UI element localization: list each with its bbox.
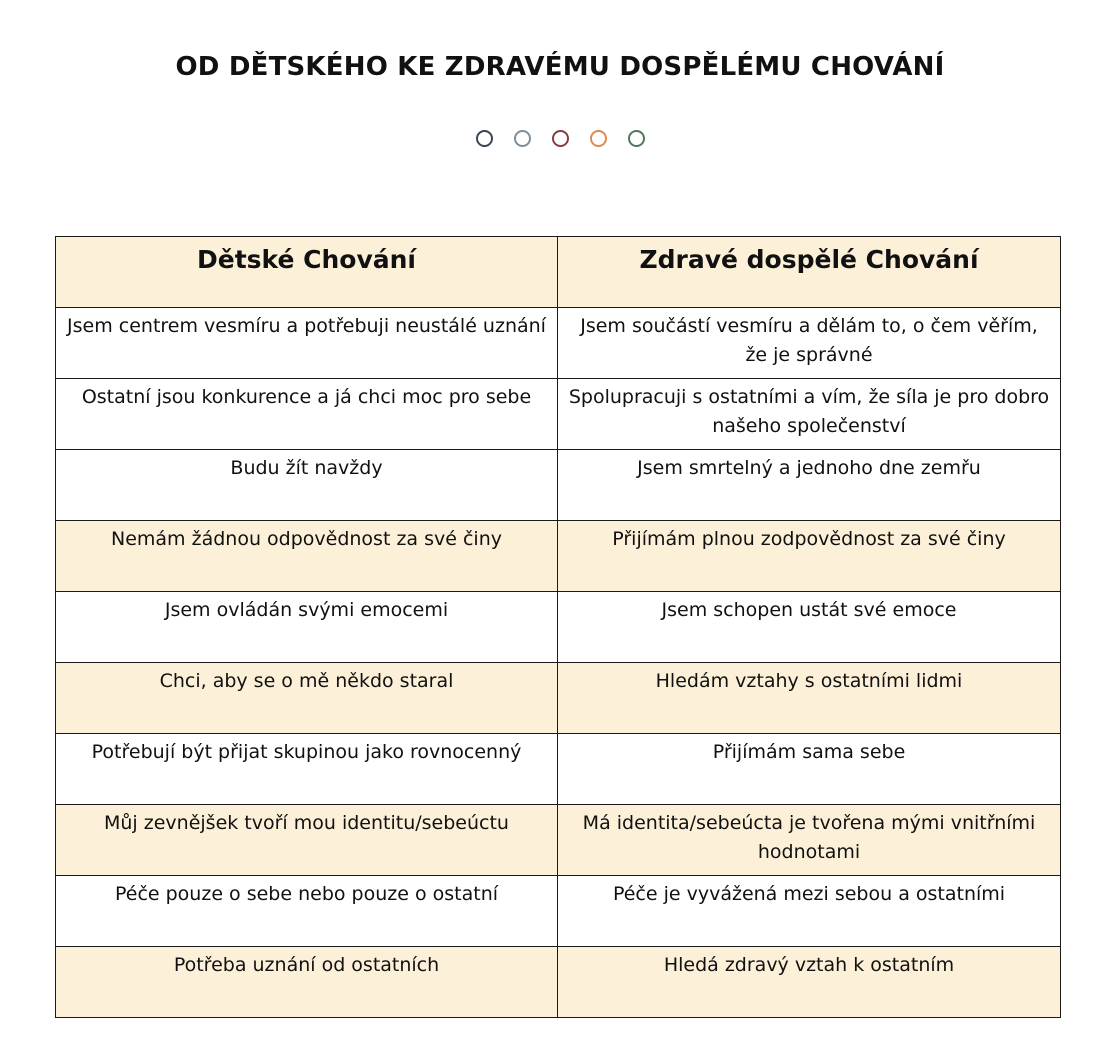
adult-behaviour-cell: Přijímám sama sebe — [558, 734, 1061, 805]
child-behaviour-cell: Chci, aby se o mě někdo staral — [56, 663, 558, 734]
child-behaviour-cell: Péče pouze o sebe nebo pouze o ostatní — [56, 876, 558, 947]
child-behaviour-cell: Potřebují být přijat skupinou jako rovnocenný — [56, 734, 558, 805]
table-row — [56, 734, 1061, 805]
table-row — [56, 308, 1061, 379]
child-behaviour-cell: Můj zevnějšek tvoří mou identitu/sebeúctu — [56, 805, 558, 876]
circle-icon — [628, 130, 645, 147]
table-row — [56, 663, 1061, 734]
child-behaviour-cell: Potřeba uznání od ostatních — [56, 947, 558, 1018]
decorative-circles — [0, 130, 1120, 147]
column-header-child: Dětské Chování — [56, 237, 558, 308]
child-behaviour-cell: Nemám žádnou odpovědnost za své činy — [56, 521, 558, 592]
adult-behaviour-cell: Hledám vztahy s ostatními lidmi — [558, 663, 1061, 734]
circle-icon — [514, 130, 531, 147]
table-row — [56, 592, 1061, 663]
circle-icon — [590, 130, 607, 147]
circle-icon — [552, 130, 569, 147]
table-row — [56, 379, 1061, 450]
child-behaviour-cell: Ostatní jsou konkurence a já chci moc pro sebe — [56, 379, 558, 450]
adult-behaviour-cell: Má identita/sebeúcta je tvořena mými vnitřními hodnotami — [558, 805, 1061, 876]
table-row — [56, 450, 1061, 521]
adult-behaviour-cell: Hledá zdravý vztah k ostatním — [558, 947, 1061, 1018]
adult-behaviour-cell: Jsem součástí vesmíru a dělám to, o čem věřím, že je správné — [558, 308, 1061, 379]
adult-behaviour-cell: Přijímám plnou zodpovědnost za své činy — [558, 521, 1061, 592]
table-row — [56, 521, 1061, 592]
child-behaviour-cell: Jsem centrem vesmíru a potřebuji neustálé uznání — [56, 308, 558, 379]
table-row — [56, 947, 1061, 1018]
table-row — [56, 805, 1061, 876]
column-header-adult: Zdravé dospělé Chování — [558, 237, 1061, 308]
child-behaviour-cell: Budu žít navždy — [56, 450, 558, 521]
table-header-row — [56, 237, 1061, 308]
circle-icon — [476, 130, 493, 147]
adult-behaviour-cell: Jsem smrtelný a jednoho dne zemřu — [558, 450, 1061, 521]
adult-behaviour-cell: Jsem schopen ustát své emoce — [558, 592, 1061, 663]
adult-behaviour-cell: Péče je vyvážená mezi sebou a ostatními — [558, 876, 1061, 947]
child-behaviour-cell: Jsem ovládán svými emocemi — [56, 592, 558, 663]
behaviour-comparison-table — [55, 236, 1061, 1018]
page-title: OD DĚTSKÉHO KE ZDRAVÉMU DOSPĚLÉMU CHOVÁNÍ — [175, 52, 945, 82]
adult-behaviour-cell: Spolupracuji s ostatními a vím, že síla je pro dobro našeho společenství — [558, 379, 1061, 450]
table-row — [56, 876, 1061, 947]
